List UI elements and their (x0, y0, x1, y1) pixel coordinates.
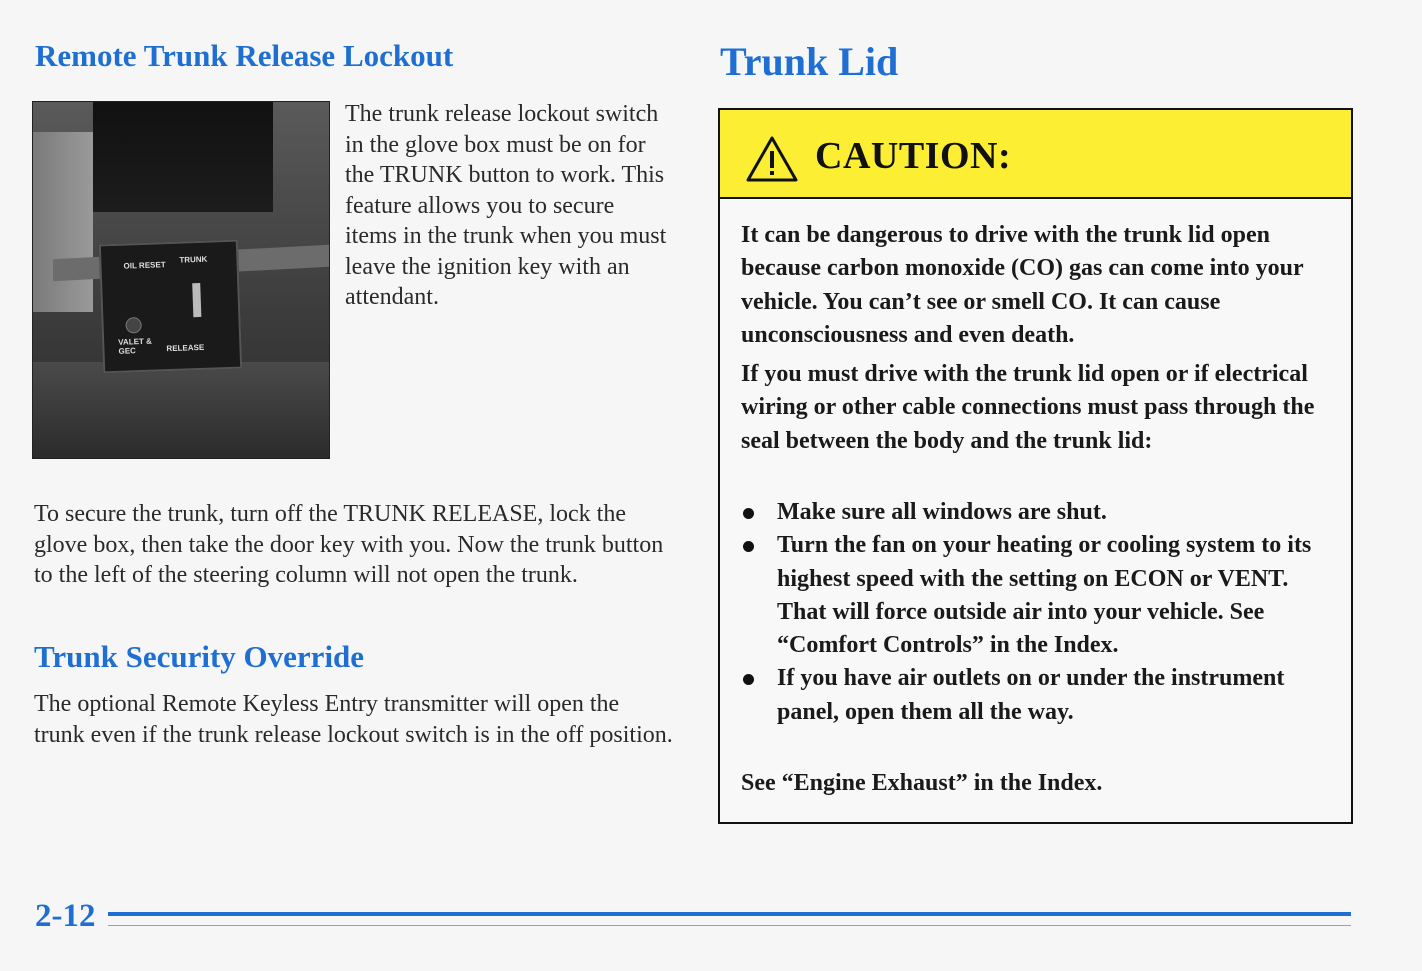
footer-rule (108, 912, 1351, 916)
photo-label-oil-reset: OIL RESET (123, 260, 166, 271)
section-heading-remote-trunk-release-lockout: Remote Trunk Release Lockout (35, 38, 454, 73)
caution-paragraph-co-danger: It can be dangerous to drive with the trunk lid open because carbon monoxide (CO) gas can come into your vehicle. You can’t see or smell CO. It can cause unconsciousness and even death. (741, 222, 1304, 348)
switch-knob (125, 317, 142, 334)
trunk-switch-slot (192, 283, 201, 317)
footer-rule-thin (108, 925, 1351, 926)
bullet-icon (743, 541, 754, 552)
list-item: If you have air outlets on or under the instrument panel, open them all the way. (741, 662, 1331, 729)
glove-box-switch-photo (32, 101, 330, 459)
section-heading-trunk-lid: Trunk Lid (720, 39, 899, 84)
override-description: The optional Remote Keyless Entry transmitter will open the trunk even if the trunk release lockout switch is in the off position. (34, 691, 673, 748)
lockout-description: The trunk release lockout switch in the glove box must be on for the TRUNK button to work. This feature allows you to secure items in the trunk when you must leave the ignition key with an attendant. (345, 101, 667, 310)
caution-header (720, 110, 1351, 199)
bullet-icon (743, 674, 754, 685)
caution-bullet-list (741, 496, 1331, 729)
bullet-icon (743, 508, 754, 519)
caution-box (718, 108, 1353, 824)
list-item: Make sure all windows are shut. (741, 496, 1331, 529)
section-heading-trunk-security-override: Trunk Security Override (34, 639, 365, 674)
page-number: 2-12 (35, 898, 96, 934)
trunk-release-switch-panel (99, 240, 242, 374)
caution-paragraph-if-must-drive: If you must drive with the trunk lid open or if electrical wiring or other cable connections must pass through the seal between the body and the trunk lid: (741, 361, 1315, 454)
warning-triangle-icon (746, 136, 798, 182)
photo-label-valet: VALET & GEC (118, 336, 152, 356)
list-item: Turn the fan on your heating or cooling system to its highest speed with the setting on ECON or VENT. That will force outside air into your vehicle. See “Comfort Controls” in the Index. (741, 529, 1331, 662)
photo-label-trunk: TRUNK (179, 254, 208, 265)
caution-see-engine-exhaust: See “Engine Exhaust” in the Index. (741, 770, 1103, 796)
secure-trunk-instructions: To secure the trunk, turn off the TRUNK RELEASE, lock the glove box, then take the door key with you. Now the trunk button to the left of the steering column will not open the trunk. (34, 501, 664, 588)
photo-label-release: RELEASE (166, 342, 205, 354)
caution-title: CAUTION: (815, 135, 1012, 177)
